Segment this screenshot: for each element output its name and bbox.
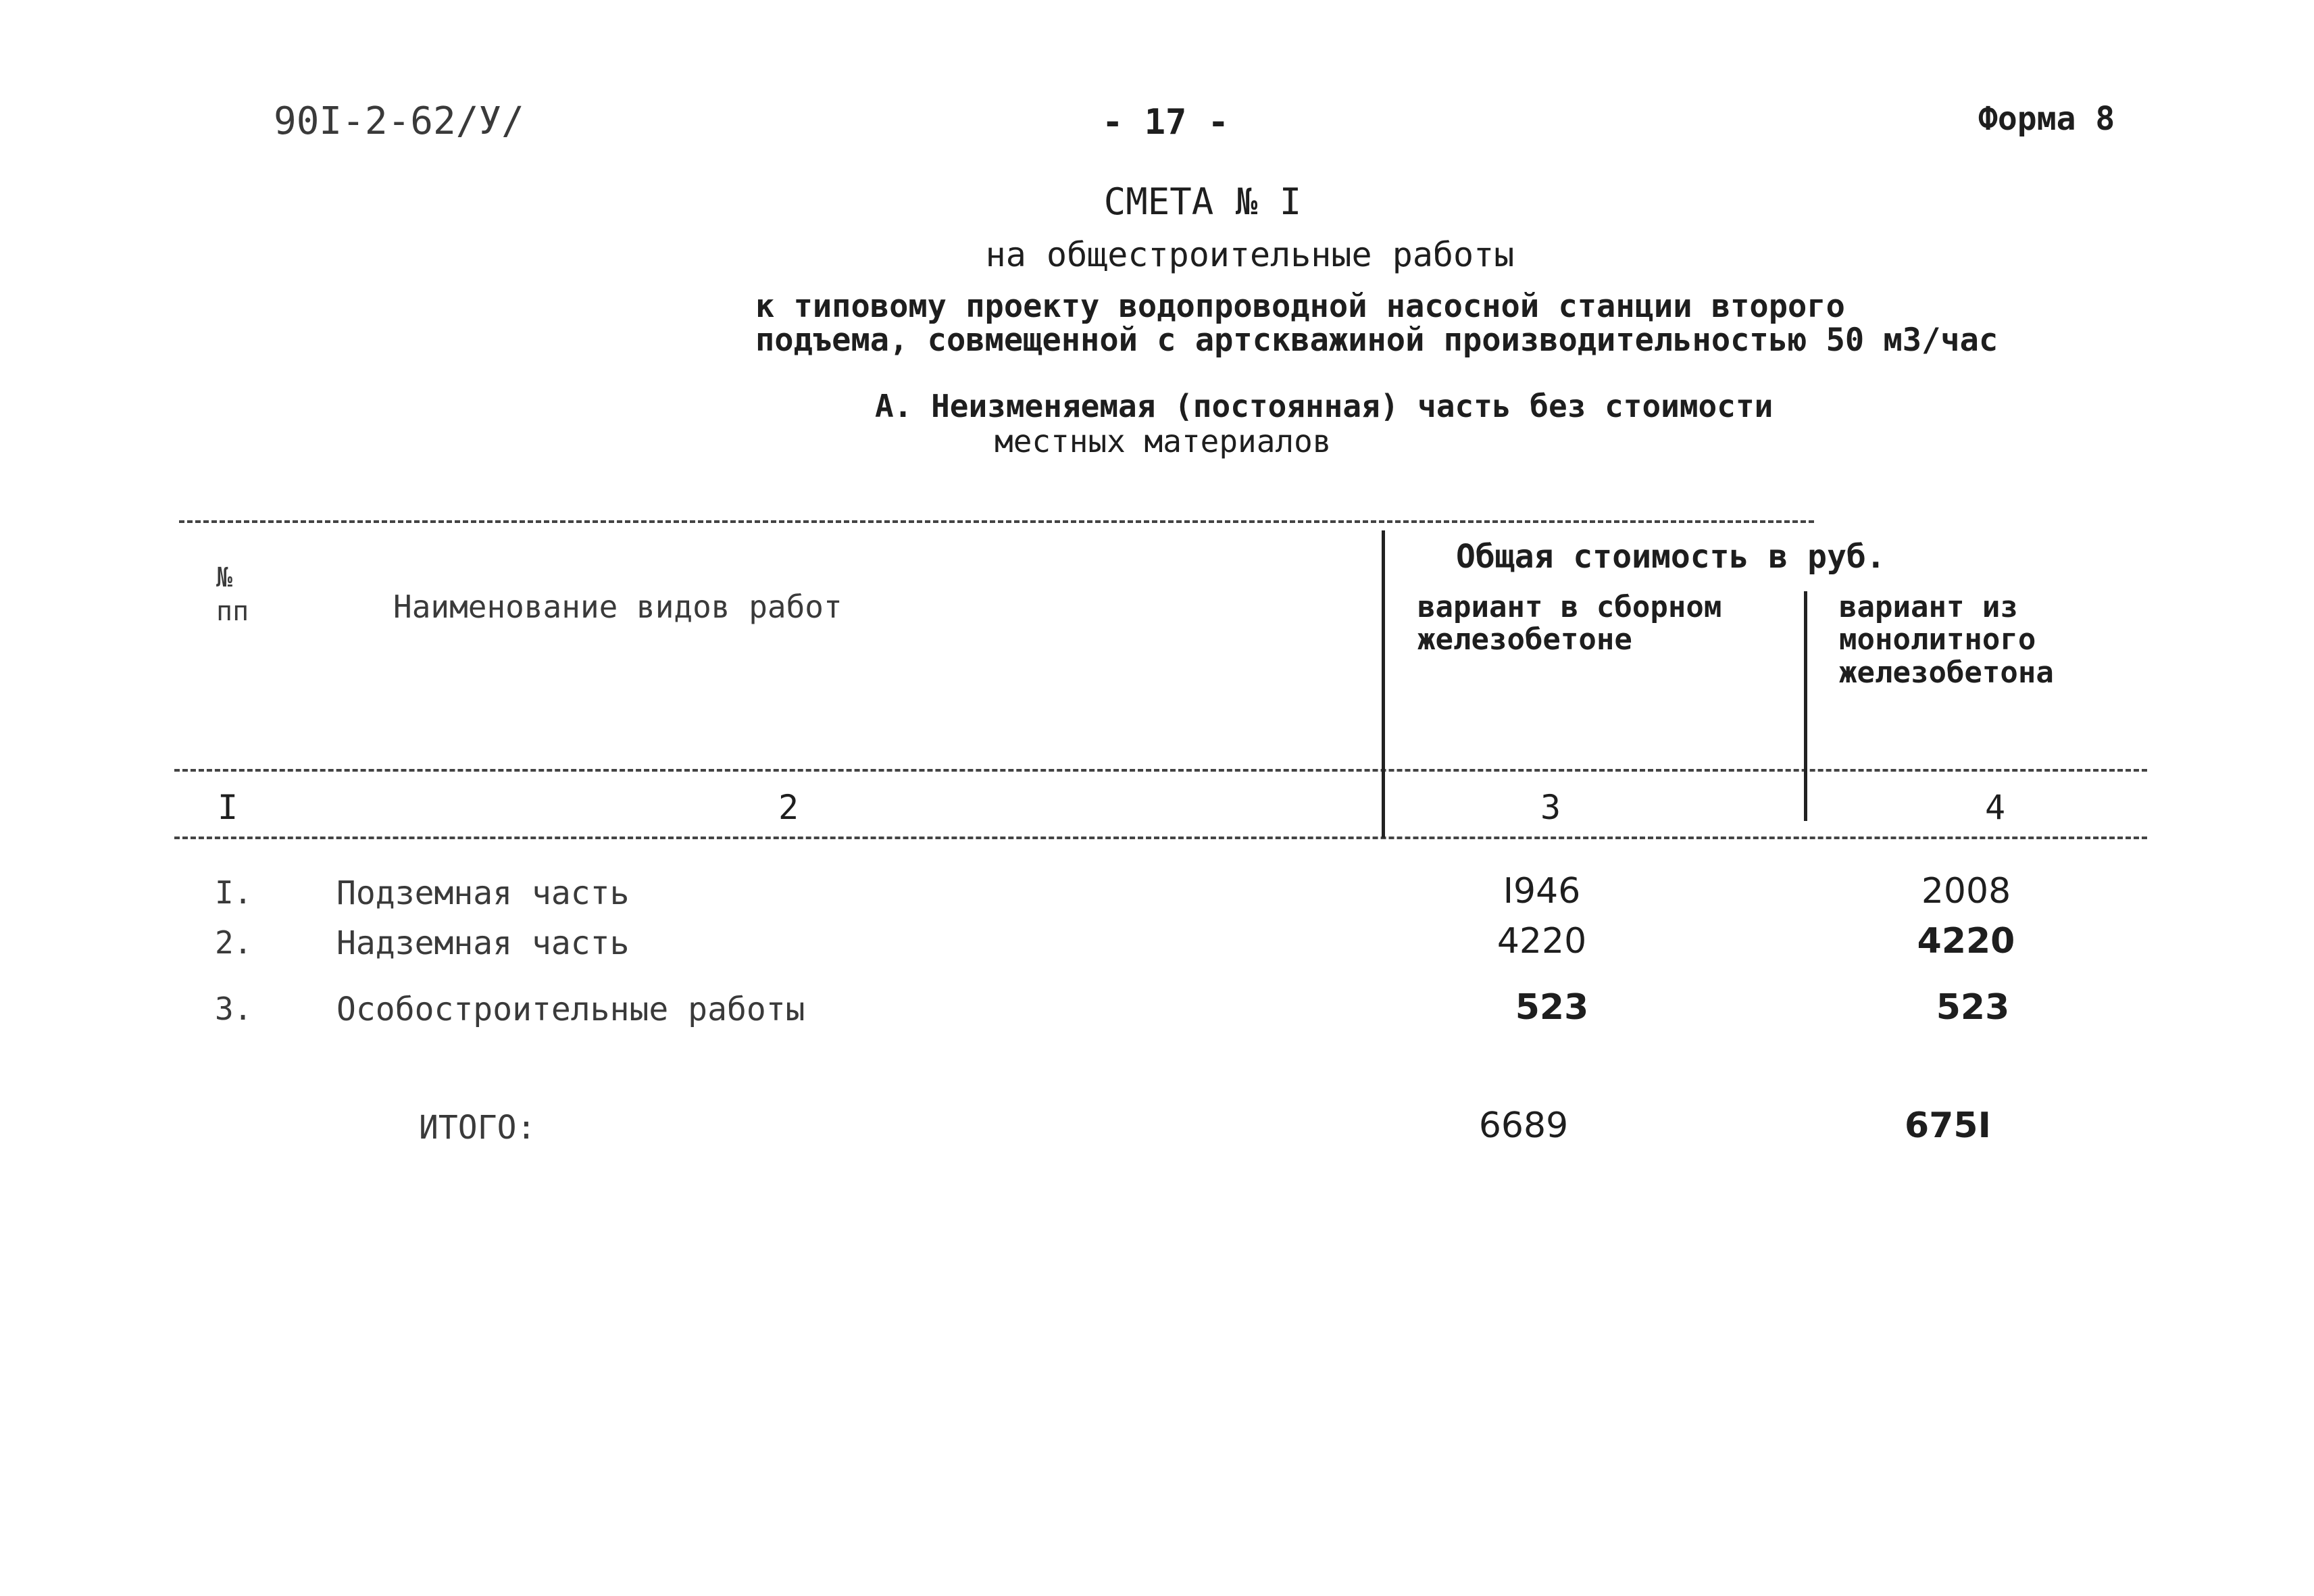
row-variant1-cost: 523	[1515, 987, 1589, 1028]
table-header-rule	[174, 769, 2147, 772]
document-code: 90I-2-62/У/	[274, 99, 524, 143]
total-label: ИТОГО:	[419, 1109, 536, 1147]
row-work-name: Особостроительные работы	[336, 991, 805, 1028]
table-top-rule	[179, 520, 1814, 523]
section-title-line1: А. Неизменяемая (постоянная) часть без стоимости	[875, 388, 1774, 424]
column-divider-left	[1382, 530, 1385, 838]
header-variant-monolithic: вариант из монолитного железобетона	[1839, 590, 2054, 690]
column-number-1: I	[218, 788, 238, 827]
row-variant1-cost: 4220	[1496, 921, 1587, 962]
row-variant1-cost: I946	[1503, 871, 1581, 912]
row-variant2-cost: 2008	[1921, 871, 2011, 912]
header-variant-precast: вариант в сборном железобетоне	[1417, 590, 1722, 657]
total-variant2: 675I	[1905, 1105, 1991, 1146]
row-number: I.	[215, 874, 253, 911]
column-number-3: 3	[1540, 788, 1561, 827]
row-number: 2.	[215, 924, 253, 961]
row-variant2-cost: 4220	[1917, 921, 2015, 962]
row-number: 3.	[215, 991, 253, 1027]
header-number: № пп	[216, 562, 249, 627]
row-work-name: Надземная часть	[336, 924, 630, 962]
column-number-4: 4	[1984, 788, 2006, 827]
estimate-title: СМЕТА № I	[1103, 180, 1302, 223]
column-divider-right	[1804, 591, 1807, 821]
estimate-subtitle: на общестроительные работы	[985, 235, 1515, 274]
header-work-name: Наименование видов работ	[393, 589, 842, 625]
project-description-line1: к типовому проекту водопроводной насосной станции второго	[755, 288, 1845, 325]
column-number-rule	[174, 837, 2147, 839]
row-variant2-cost: 523	[1936, 987, 2010, 1028]
form-label: Форма 8	[1978, 100, 2115, 138]
row-work-name: Подземная часть	[336, 874, 630, 912]
project-description-line2: подъема, совмещенной с артскважиной производительностью 50 м3/час	[755, 322, 1998, 359]
section-title-line2: местных материалов	[995, 423, 1332, 459]
total-variant1: 6689	[1478, 1105, 1569, 1146]
column-number-2: 2	[778, 788, 799, 827]
header-total-cost: Общая стоимость в руб.	[1456, 538, 1886, 576]
page-number: - 17 -	[1102, 102, 1229, 143]
